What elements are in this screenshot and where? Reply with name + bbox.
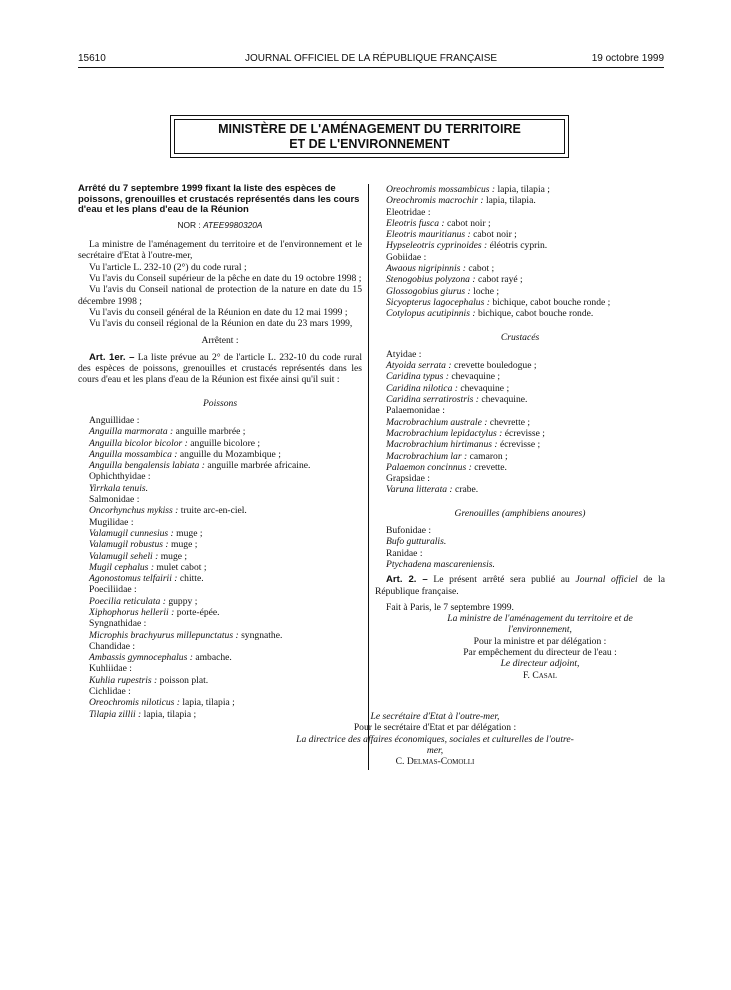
species-common: écrevisse ; [504,427,545,439]
species-latin: Oreochromis mossambicus : [386,184,496,195]
species-latin: Microphis brachyurus millepunctatus : [89,629,239,641]
crustaces-list [375,349,665,496]
poissons-list-left [78,415,362,720]
species-common: camaron ; [469,450,508,462]
species-latin: Macrobrachium australe : [386,416,488,428]
delegation-2: Par empêchement du directeur de l'eau : [463,646,617,658]
decree-title: Arrêté du 7 septembre 1999 fixant la liste des espèces de poissons, grenouilles et crustacés représentés dans les cours d'eau et les plans d'eau de la Réunion [78,183,360,216]
species-latin: Cotylopus acutipinnis : [386,308,476,320]
species-common: cabot rayé ; [477,274,523,286]
preamble-paragraph: La ministre de l'aménagement du territoire et de l'environnement et le secrétaire d'Etat à l'outre-mer, [78,239,362,262]
family-name: Mugilidae : [89,516,134,528]
species-latin: Anguilla bengalensis labiata : [89,460,205,472]
species-entry [386,263,665,274]
species-latin: Anguilla mossambica : [89,448,178,460]
family-name: Palaemonidae : [386,405,445,417]
ministry-box [170,115,569,158]
section-crustaces: Crustacés [500,331,540,343]
species-common: bichique, cabot bouche ronde. [477,308,594,320]
article-1-label: Art. 1er. – [89,351,135,363]
left-column [78,184,362,720]
species-entry [386,286,665,297]
species-entry [89,562,362,573]
species-common: muge ; [160,550,188,562]
species-entry [89,697,362,708]
preamble [78,239,362,329]
species-latin: Macrobrachium lar : [386,450,468,462]
species-entry [386,536,665,547]
species-common: anguille du Mozambique ; [179,448,281,460]
family-name: Anguillidae : [89,414,140,426]
species-latin: Hypseleotris cyprinoides : [386,240,488,252]
article-1 [78,352,362,386]
species-entry [386,240,665,251]
family-name: Cichlidae : [89,686,131,698]
species-entry [386,484,665,495]
species-latin: Xiphophorus hellerii : [89,606,175,618]
species-entry [386,559,665,570]
species-latin: Eleotris mauritianus : [386,229,471,241]
species-latin: Oreochromis macrochir : [386,195,484,207]
header-rule [78,67,664,68]
family-name: Syngnathidae : [89,618,147,630]
species-entry [89,573,362,584]
species-latin: Stenogobius polyzona : [386,274,476,286]
family-name: Bufonidae : [386,525,432,537]
species-latin: Ambassis gymnocephalus : [89,652,193,664]
species-common: lapia, tilapia ; [497,184,550,195]
nor-code: ATEE9980320A [203,219,263,230]
family-name: Ranidae : [386,547,423,559]
species-entry [386,371,665,382]
species-latin: Macrobrachium lepidactylus : [386,427,503,439]
species-entry [386,184,665,195]
species-common: chevaquine ; [460,382,510,394]
family-name: Poeciliidae : [89,584,137,596]
species-common: bichique, cabot bouche ronde ; [492,296,611,308]
species-entry [89,607,362,618]
species-latin: Yirrkala tenuis. [89,482,148,494]
place-date: Fait à Paris, le 7 septembre 1999. [386,601,514,613]
species-latin: Caridina nilotica : [386,382,458,394]
species-entry [386,428,665,439]
species-entry [386,360,665,371]
right-column [375,184,665,681]
species-entry [89,426,362,437]
species-latin: Kuhlia rupestris : [89,674,158,686]
species-entry [89,528,362,539]
species-entry [89,596,362,607]
section-grenouilles: Grenouilles (amphibiens anoures) [454,507,586,519]
species-entry [386,195,665,206]
species-latin: Oreochromis niloticus : [89,697,180,709]
ministry-line-2: ET DE L'ENVIRONNEMENT [289,137,450,151]
species-common: anguille marbrée ; [175,426,246,438]
family-name: Ophichthyidae : [89,471,151,483]
species-common: loche ; [473,285,500,297]
species-common: chitte. [179,573,204,585]
species-common: crevette. [474,461,507,473]
arretent: Arrêtent : [201,335,239,347]
preamble-paragraph: Vu l'avis du Conseil national de protection de la nature en date du 15 décembre 1998 ; [78,284,362,307]
species-common: crabe. [455,484,479,496]
species-entry [89,675,362,686]
species-entry [386,383,665,394]
species-common: anguille bicolore ; [190,437,261,449]
species-latin: Agonostomus telfairii : [89,573,178,585]
species-common: cabot ; [468,263,495,275]
page-header [78,53,664,67]
page-number: 15610 [78,53,106,64]
article-2-text-after: de la République française. [375,574,665,597]
species-common: crevette bouledogue ; [453,360,537,372]
family-name: Gobiidae : [386,251,427,263]
species-latin: Caridina typus : [386,371,449,383]
species-entry [386,229,665,240]
species-common: poisson plat. [159,674,209,686]
species-entry [386,417,665,428]
species-common: guppy ; [168,595,198,607]
species-entry [386,394,665,405]
issue-date: 19 octobre 1999 [591,53,664,64]
species-latin: Macrobrachium hirtimanus : [386,439,498,451]
species-entry [89,652,362,663]
species-latin: Valamugil seheli : [89,550,159,562]
species-latin: Valamugil cunnesius : [89,527,174,539]
species-latin: Varuna litterata : [386,484,453,496]
family-name: Grapsidae : [386,473,430,485]
species-latin: Eleotris fusca : [386,217,445,229]
column-divider [368,184,369,770]
species-latin: Poecilia reticulata : [89,595,166,607]
species-common: ambache. [195,652,232,664]
species-common: porte-épée. [176,606,220,618]
species-latin: Sicyopterus lagocephalus : [386,296,490,308]
nor-label: NOR : [177,219,201,230]
species-common: lapia, tilapia. [485,195,536,207]
species-entry [89,630,362,641]
section-poissons: Poissons [202,397,238,409]
species-common: chevaquine. [481,394,528,406]
species-latin: Mugil cephalus : [89,561,155,573]
species-entry [386,439,665,450]
species-latin: Bufo gutturalis. [386,536,447,548]
species-entry [89,449,362,460]
minister-role: La ministre de l'aménagement du territoire et de l'environnement, [447,613,633,636]
species-entry [386,451,665,462]
species-entry [386,462,665,473]
article-2 [375,574,665,597]
journal-title: JOURNAL OFFICIEL DE LA RÉPUBLIQUE FRANÇAISE [244,53,498,64]
species-common: anguille marbrée africaine. [207,460,311,472]
species-common: mulet cabot ; [156,561,207,573]
species-common: lapia, tilapia ; [182,697,235,709]
secretary-role: Le secrétaire d'Etat à l'outre-mer, [370,711,500,722]
preamble-paragraph: Vu l'avis du conseil général de la Réunion en date du 12 mai 1999 ; [89,306,348,318]
species-latin: Palaemon concinnus : [386,461,472,473]
species-entry [89,505,362,516]
ministry-line-1: MINISTÈRE DE L'AMÉNAGEMENT DU TERRITOIRE [218,122,521,136]
species-common: muge ; [171,539,198,551]
director-name: C. Delmas-Comolli [395,756,475,768]
grenouilles-list [375,525,665,570]
species-entry [89,551,362,562]
species-latin: Awaous nigripinnis : [386,263,466,275]
family-name: Salmonidae : [89,494,140,506]
species-latin: Ptychadena mascareniensis. [386,558,495,570]
minister-signature [415,613,665,681]
species-latin: Atyoida serrata : [386,360,452,372]
article-2-journal: Journal officiel [575,574,638,586]
preamble-paragraph: Vu l'avis du Conseil supérieur de la pêche en date du 19 octobre 1998 ; [89,272,362,284]
deputy-role: Le directeur adjoint, [500,658,580,670]
secretary-signature [290,711,580,767]
article-2-text-before: Le présent arrêté sera publié au [433,574,570,586]
family-name: Chandidae : [89,640,136,652]
species-common: écrevisse ; [499,439,541,451]
species-latin: Glossogobius giurus : [386,285,471,297]
delegation-1: Pour la ministre et par délégation : [473,635,607,647]
species-entry [89,460,362,471]
species-latin: Valamugil robustus : [89,539,169,551]
species-common: lapia, tilapia ; [143,708,197,720]
species-latin: Caridina serratirostris : [386,394,479,406]
preamble-paragraph: Vu l'avis du conseil régional de la Réunion en date du 23 mars 1999, [89,318,353,330]
species-common: chevrette ; [489,416,531,428]
species-common: truite arc-en-ciel. [180,505,247,517]
director-role: La directrice des affaires économiques, sociales et culturelles de l'outre-mer, [296,733,574,756]
species-entry [386,308,665,319]
species-entry [386,218,665,229]
family-name: Eleotridae : [386,206,431,218]
family-name: Atyidae : [386,348,422,360]
article-1-text: La liste prévue au 2° de l'article L. 232-10 du code rural des espèces de poissons, grenouilles et crustacés représentés dans les cours d'eau et les plans d'eau de la Réunion est fixée ainsi qu'il suit : [78,351,362,386]
species-entry [89,539,362,550]
poissons-list-right [375,184,665,320]
species-common: chevaquine ; [451,371,501,383]
nor-reference [78,220,362,231]
species-entry [89,483,362,494]
species-entry [89,438,362,449]
deputy-name: F. Casal [522,669,558,681]
species-latin: Anguilla marmorata : [89,426,174,438]
species-common: cabot noir ; [473,229,517,241]
species-common: muge ; [176,527,203,539]
species-entry [386,297,665,308]
species-latin: Tilapia zillii : [89,708,142,720]
species-common: éléotris cyprin. [489,240,548,252]
article-2-label: Art. 2. – [386,574,428,586]
species-latin: Oncorhynchus mykiss : [89,505,179,517]
species-common: cabot noir ; [447,217,491,229]
species-common: syngnathe. [241,629,283,641]
delegation-3: Pour le secrétaire d'Etat et par délégation : [353,722,517,734]
species-latin: Anguilla bicolor bicolor : [89,437,188,449]
preamble-paragraph: Vu l'article L. 232-10 (2°) du code rural ; [89,261,247,273]
species-entry [386,274,665,285]
family-name: Kuhliidae : [89,663,132,675]
